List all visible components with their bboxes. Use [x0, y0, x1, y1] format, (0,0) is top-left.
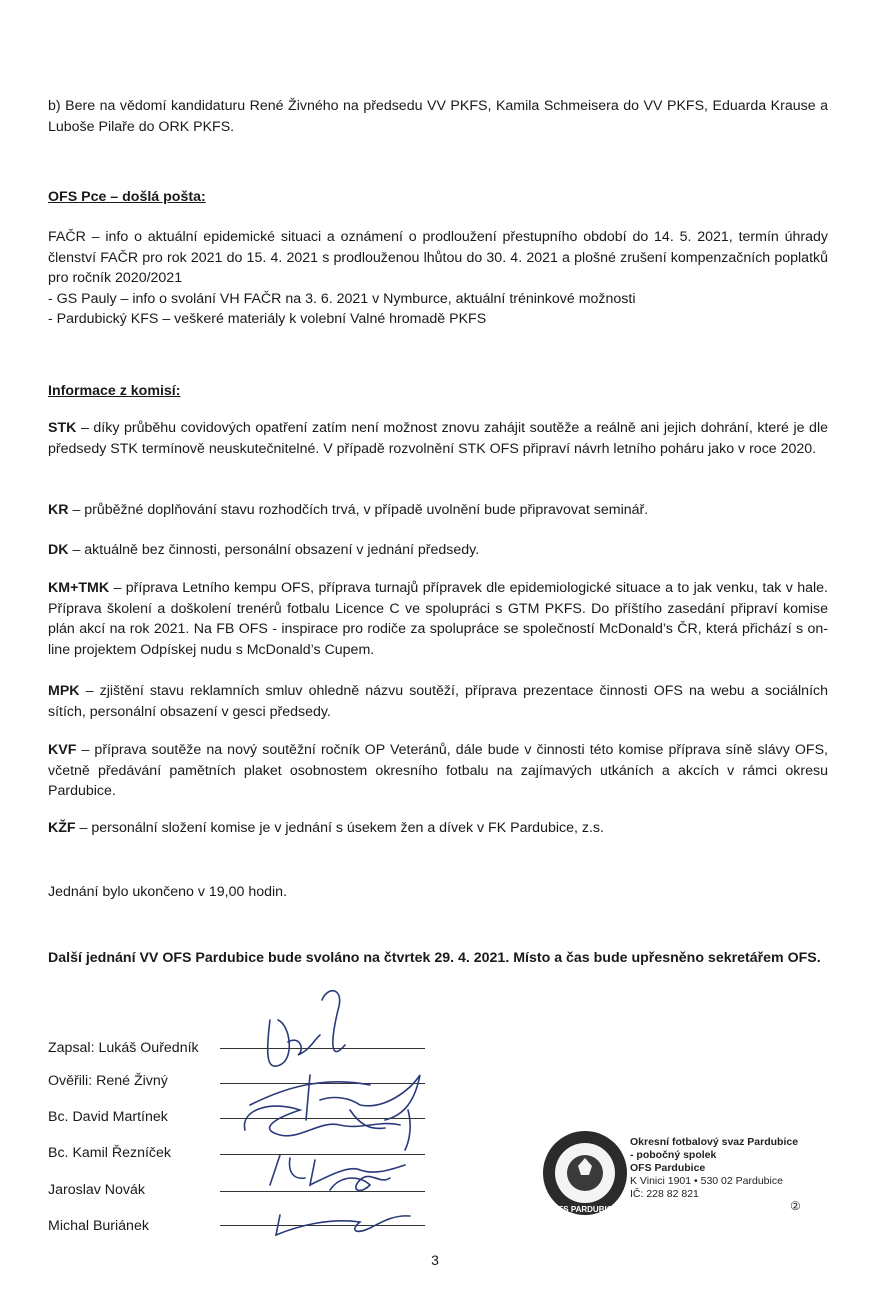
signatory-overili: Ověřili: René Živný: [48, 1073, 168, 1089]
committee-abbr: KM+TMK: [48, 580, 110, 596]
committee-text: – personální složení komise je v jednání s úsekem žen a dívek v FK Pardubice, z.s.: [75, 820, 604, 836]
committee-abbr: MPK: [48, 683, 80, 699]
signatory-zapsal: Zapsal: Lukáš Ouředník: [48, 1040, 199, 1056]
committee-stk: [48, 418, 828, 459]
ofs-stamp: [540, 1128, 630, 1218]
committee-kzf: [48, 818, 828, 839]
next-meeting-note: Další jednání VV OFS Pardubice bude svoláno na čtvrtek 29. 4. 2021. Místo a čas bude upřesněno sekretářem OFS.: [48, 950, 821, 966]
signatory-reznicek: Bc. Kamil Řezníček: [48, 1145, 171, 1161]
stamp-line-4: K Vinici 1901 • 530 02 Pardubice: [630, 1175, 783, 1187]
section-b-paragraph: b) Bere na vědomí kandidaturu René Živného na předsedu VV PKFS, Kamila Schmeisera do VV PKFS, Eduarda Krause a Luboše Pilaře do ORK PKFS.: [48, 98, 828, 135]
committee-text: – příprava soutěže na nový soutěžní ročník OP Veteránů, dále bude v činnosti této komise příprava síně slávy OFS, včetně předávání pamětních plaket osobnostem okresního fotbalu na zajímavých utkáních a akcích v rámci okresu Pardubice.: [48, 742, 828, 799]
committee-abbr: KŽF: [48, 820, 76, 836]
stamp-line-2: - pobočný spolek: [630, 1149, 717, 1161]
signatory-burianek: Michal Buriánek: [48, 1218, 149, 1234]
stamp-line-3: OFS Pardubice: [630, 1162, 706, 1174]
stamp-text: [630, 1136, 798, 1201]
committee-kvf: [48, 740, 828, 802]
mail-facr: FAČR – info o aktuální epidemické situaci a oznámení o prodloužení přestupního období do 14. 5. 2021, termín úhrady členství FAČR pro rok 2021 do 15. 4. 2021 s prodlouženou lhůtou do 30. 4. 2021 a plošné zrušení kompenzačních poplatků pro ročník 2020/2021: [48, 229, 828, 286]
mail-gs: - GS Pauly – info o svolání VH FAČR na 3. 6. 2021 v Nymburce, aktuální tréninkové možnosti: [48, 290, 636, 307]
stamp-line-1: Okresní fotbalový svaz Pardubice: [630, 1136, 799, 1148]
mail-heading: OFS Pce – došlá pošta:: [48, 189, 206, 205]
stamp-line-5: IČ: 228 82 821: [630, 1188, 699, 1200]
stamp-ring-text: OFS PARDUBICE: [552, 1205, 618, 1214]
signatory-martinek: Bc. David Martínek: [48, 1109, 168, 1125]
closing-note: Jednání bylo ukončeno v 19,00 hodin.: [48, 884, 288, 900]
mail-list: [48, 227, 828, 330]
mail-kfs: - Pardubický KFS – veškeré materiály k volební Valné hromadě PKFS: [48, 311, 487, 327]
stamp-number: ②: [790, 1199, 801, 1213]
committee-text: – díky průběhu covidových opatření zatím není možnost znovu zahájit soutěže a reálně ani jejich dohrání, které je dle předsedy STK termínově neuskutečnitelné. V případě rozvolnění STK OFS připraví návrh letního poháru jako v roce 2020.: [48, 420, 828, 457]
committees-heading: Informace z komisí:: [48, 383, 181, 399]
committee-mpk: [48, 681, 828, 722]
committee-abbr: STK: [48, 420, 77, 436]
page-number: 3: [431, 1252, 439, 1268]
committee-km-tmk: [48, 578, 828, 660]
committee-text: – zjištění stavu reklamních smluv ohledně názvu soutěží, příprava prezentace činnosti OFS na webu a sociálních sítích, personální obsazení v gesci předsedy.: [48, 683, 828, 720]
committee-abbr: DK: [48, 542, 69, 558]
committee-abbr: KR: [48, 502, 69, 518]
committee-dk: [48, 540, 828, 561]
signatory-novak: Jaroslav Novák: [48, 1182, 145, 1198]
committee-kr: [48, 500, 828, 521]
committee-text: – aktuálně bez činnosti, personální obsazení v jednání předsedy.: [68, 542, 480, 558]
committee-abbr: KVF: [48, 742, 77, 758]
committee-text: – příprava Letního kempu OFS, příprava turnajů přípravek dle epidemiologické situace a to jak venku, tak v hale. Příprava školení a doškolení trenérů fotbalu Licence C ve spolupráci s GTM PKFS. Do příštího zasedání připraví komise plán akcí na rok 2021. Na FB OFS - inspirace pro rodiče za spolupráce se společností McDonald’s ČR, která přichází s on-line projektem Odpískej nudu s McDonald’s Cupem.: [48, 580, 828, 658]
committee-text: – průběžné doplňování stavu rozhodčích trvá, v případě uvolnění bude připravovat seminář.: [68, 502, 649, 518]
handwritten-signatures: [210, 980, 440, 1240]
